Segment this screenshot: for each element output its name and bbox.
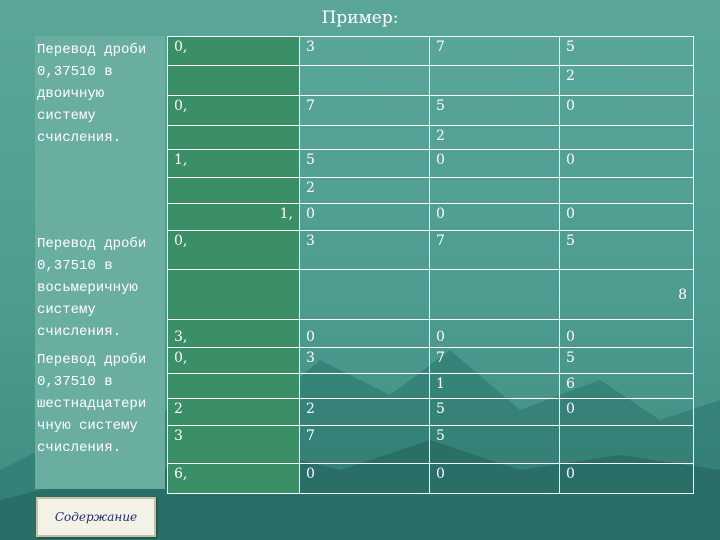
table-cell: 5 [430, 426, 560, 464]
table-row [168, 348, 694, 374]
table-cell: 0 [560, 320, 694, 348]
table-row [168, 126, 694, 150]
table-cell: 5 [560, 37, 694, 66]
section-octal-label: Перевод дроби 0,37510 в восьмеричную систему счисления. [37, 236, 147, 340]
table-cell [168, 126, 300, 150]
table-cell: 7 [300, 426, 430, 464]
table-cell: 3 [300, 231, 430, 270]
table-cell: 2 [168, 399, 300, 426]
table-cell: 1, [168, 150, 300, 178]
table-cell: 2 [300, 399, 430, 426]
table-cell [560, 126, 694, 150]
table-cell: 0, [168, 37, 300, 66]
table-cell: 0 [430, 464, 560, 494]
table-row [168, 374, 694, 399]
table-cell: 0 [560, 464, 694, 494]
table-cell: 0 [300, 320, 430, 348]
table-cell [300, 270, 430, 320]
table-cell: 0 [300, 204, 430, 231]
table-row [168, 204, 694, 231]
table-cell [300, 126, 430, 150]
table-cell: 2 [300, 178, 430, 204]
table-cell: 0, [168, 348, 300, 374]
table-cell [300, 374, 430, 399]
table-cell [168, 178, 300, 204]
table-cell: 1 [430, 374, 560, 399]
table-cell [560, 426, 694, 464]
table-cell: 8 [560, 270, 694, 320]
table-cell: 7 [300, 96, 430, 126]
table-cell: 0, [168, 96, 300, 126]
table-cell: 3 [168, 426, 300, 464]
table-row [168, 178, 694, 204]
table-cell [560, 178, 694, 204]
table-cell: 0, [168, 231, 300, 270]
section-binary-label: Перевод дроби 0,37510 в двоичную систему счисления. [37, 42, 147, 146]
contents-button[interactable]: Содержание [36, 497, 156, 537]
table-cell [430, 66, 560, 96]
table-cell: 0 [560, 96, 694, 126]
table-cell [430, 178, 560, 204]
table-row [168, 150, 694, 178]
table-cell: 2 [430, 126, 560, 150]
table-cell: 3 [300, 348, 430, 374]
table-row [168, 320, 694, 348]
table-cell: 3, [168, 320, 300, 348]
table-row [168, 66, 694, 96]
table-cell: 7 [430, 348, 560, 374]
table-cell: 0 [430, 204, 560, 231]
section-hex-label: Перевод дроби 0,37510 в шестнадцатери чную систему счисления. [37, 352, 147, 456]
table-cell: 0 [430, 320, 560, 348]
table-cell: 6, [168, 464, 300, 494]
table-cell: 5 [560, 348, 694, 374]
table-row [168, 399, 694, 426]
table-row [168, 426, 694, 464]
table-row [168, 231, 694, 270]
table-cell [168, 374, 300, 399]
table-cell: 0 [430, 150, 560, 178]
table-cell: 0 [560, 204, 694, 231]
table-cell: 1, [168, 204, 300, 231]
table-cell: 2 [560, 66, 694, 96]
table-row [168, 464, 694, 494]
table-cell: 0 [560, 399, 694, 426]
table-cell: 5 [300, 150, 430, 178]
table-cell: 3 [300, 37, 430, 66]
table-cell: 0 [300, 464, 430, 494]
table-cell [300, 66, 430, 96]
table-cell: 0 [560, 150, 694, 178]
table-cell: 5 [430, 399, 560, 426]
slide-title: Пример: [321, 8, 399, 28]
table-row [168, 270, 694, 320]
table-cell [168, 66, 300, 96]
table-cell: 6 [560, 374, 694, 399]
table-cell [168, 270, 300, 320]
table-row [168, 96, 694, 126]
table-cell: 5 [430, 96, 560, 126]
table-cell: 7 [430, 231, 560, 270]
conversion-table [167, 36, 694, 494]
table-cell: 5 [560, 231, 694, 270]
table-cell [430, 270, 560, 320]
table-row [168, 37, 694, 66]
table-cell: 7 [430, 37, 560, 66]
